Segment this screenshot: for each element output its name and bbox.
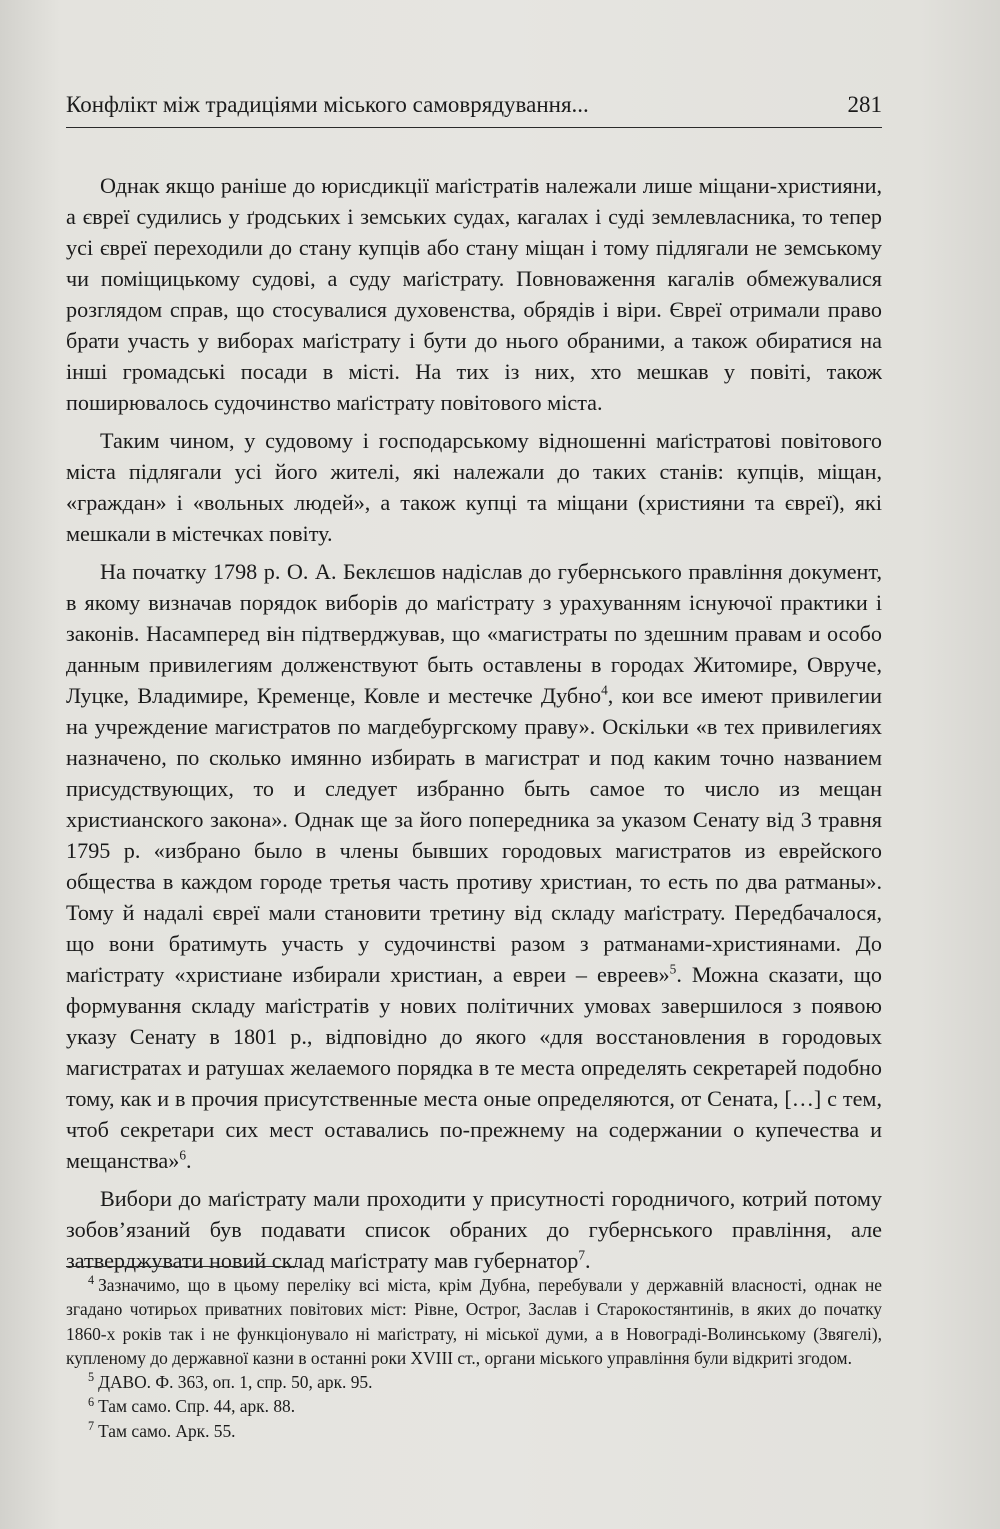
- paragraph-text: Таким чином, у судовому і господарському відношенні маґістратові повітового міста підлягали усі його жителі, які належали до таких станів: купців, міщан, «граждан» і «вольных людей», а також купці та міщани (християни та євреї), які мешкали в містечках повіту.: [66, 428, 882, 546]
- paragraph-text: .: [186, 1148, 192, 1173]
- page-header: [66, 90, 882, 126]
- running-title: Конфлікт між традиціями міського самоврядування...: [66, 92, 589, 117]
- footnote-rule: [66, 1266, 298, 1267]
- paragraph-text: . Можна сказати, що формування складу маґістратів у нових політичних умовах завершилося з появою указу Сенату в 1801 р., відповідно до якого «для восстановления в городовых магистратах и ратушах желаемого порядка в те места определять секретарей подобно тому, как и в прочия присутственные места оные определяются, от Сената, […] с тем, чтоб секретари сих мест оставались по-прежнему на содержании о купечества и мещанства»: [66, 962, 882, 1173]
- footnote-text: Там само. Спр. 44, арк. 88.: [98, 1396, 296, 1417]
- paragraph-text: .: [585, 1248, 591, 1273]
- page-number: 281: [847, 92, 882, 117]
- footnote-text: ДАВО. Ф. 363, оп. 1, спр. 50, арк. 95.: [98, 1372, 373, 1393]
- footnote-ref-6: 6: [179, 1147, 187, 1163]
- footnote-text: Там само. Арк. 55.: [98, 1420, 236, 1441]
- footnote-4: [66, 1273, 882, 1370]
- paragraph-text: На початку 1798 р. О. А. Беклєшов надіслав до губернського правління документ, в якому визначав порядок виборів до маґістрату з урахуванням існуючої практики і законів. Насамперед він підтверджував, що «магистраты по здешним правам и особо данным привилегиям долженствуют быть оставлены в городах Житомире, Овруче, Луцке, Владимире, Кременце, Ковле и местечке Дубно: [66, 559, 882, 708]
- footnote-ref-5: 5: [669, 961, 677, 977]
- footnote-mark: 6: [88, 1394, 95, 1409]
- footnote-text: Зазначимо, що в цьому переліку всі міста, крім Дубна, перебували у державній власності, однак не згадано чотирьох приватних повітових міст: Рівне, Острог, Заслав і Старокостянтинів, в яких до початку 1860-х років так і не функціонувало ні маґістрату, ні міської думи, а в Новограді-Волинському (Звягелі), купленому до державної казни в останні роки XVIII ст., органи міського управління були відкриті згодом.: [66, 1275, 882, 1368]
- paragraph-2: [66, 425, 882, 549]
- paragraph-text: Вибори до маґістрату мали проходити у присутності городничого, котрий потому зобов’язаний був подавати список обраних до губернського правління, але затверджувати новий склад маґістрату мав губернатор: [66, 1186, 882, 1273]
- footnote-ref-4: 4: [601, 682, 608, 698]
- footnote-mark: 5: [88, 1370, 95, 1385]
- main-text: [66, 170, 882, 1283]
- footnote-mark: 7: [88, 1418, 95, 1433]
- paragraph-text: Однак якщо раніше до юрисдикції маґістратів належали лише міщани-християни, а євреї судились у ґродських і земських судах, кагалах і суді землевласника, то тепер усі євреї переходили до стану купців або стану міщан і тому підлягали не земському чи поміщицькому судові, а суду маґістрату. Повноваження кагалів обмежувалися розглядом справ, що стосувалися духовенства, обрядів і віри. Євреї отримали право брати участь у виборах маґістрату і бути до нього обраними, а також обиратися на інші громадські посади в місті. На тих із них, хто мешкав у повіті, також поширювалось судочинство маґістрату повітового міста.: [66, 173, 882, 415]
- footnote-mark: 4: [88, 1273, 95, 1288]
- header-rule: [66, 127, 882, 128]
- footnote-5: [66, 1370, 882, 1394]
- footnote-7: [66, 1419, 882, 1443]
- paragraph-4: [66, 1183, 882, 1276]
- paragraph-text: , кои все имеют привилегии на учреждение магистратов по магдебургскому праву». Оскільки «в тех привилегиях назначено, по сколько имянно избирать в магистрат и под каким точно названием присудствующих, то и следует избранно быть самое то число из мещан христианского закона». Однак ще за його попередника за указом Сенату від 3 травня 1795 р. «избрано было в члены бывших городовых магистратов из еврейского общества в каждом городе третья часть противу христиан, то есть по два ратманы». Тому й надалі євреї мали становити третину від складу маґістрату. Передбачалося, що вони братимуть участь у судочинстві разом з ратманами-християнами. До маґістрату «христиане избирали христиан, а евреи – евреев»: [66, 683, 882, 987]
- footnote-6: [66, 1394, 882, 1418]
- footnotes: [66, 1273, 882, 1443]
- footnote-ref-7: 7: [578, 1247, 586, 1263]
- paragraph-1: [66, 170, 882, 418]
- paragraph-3: [66, 556, 882, 1176]
